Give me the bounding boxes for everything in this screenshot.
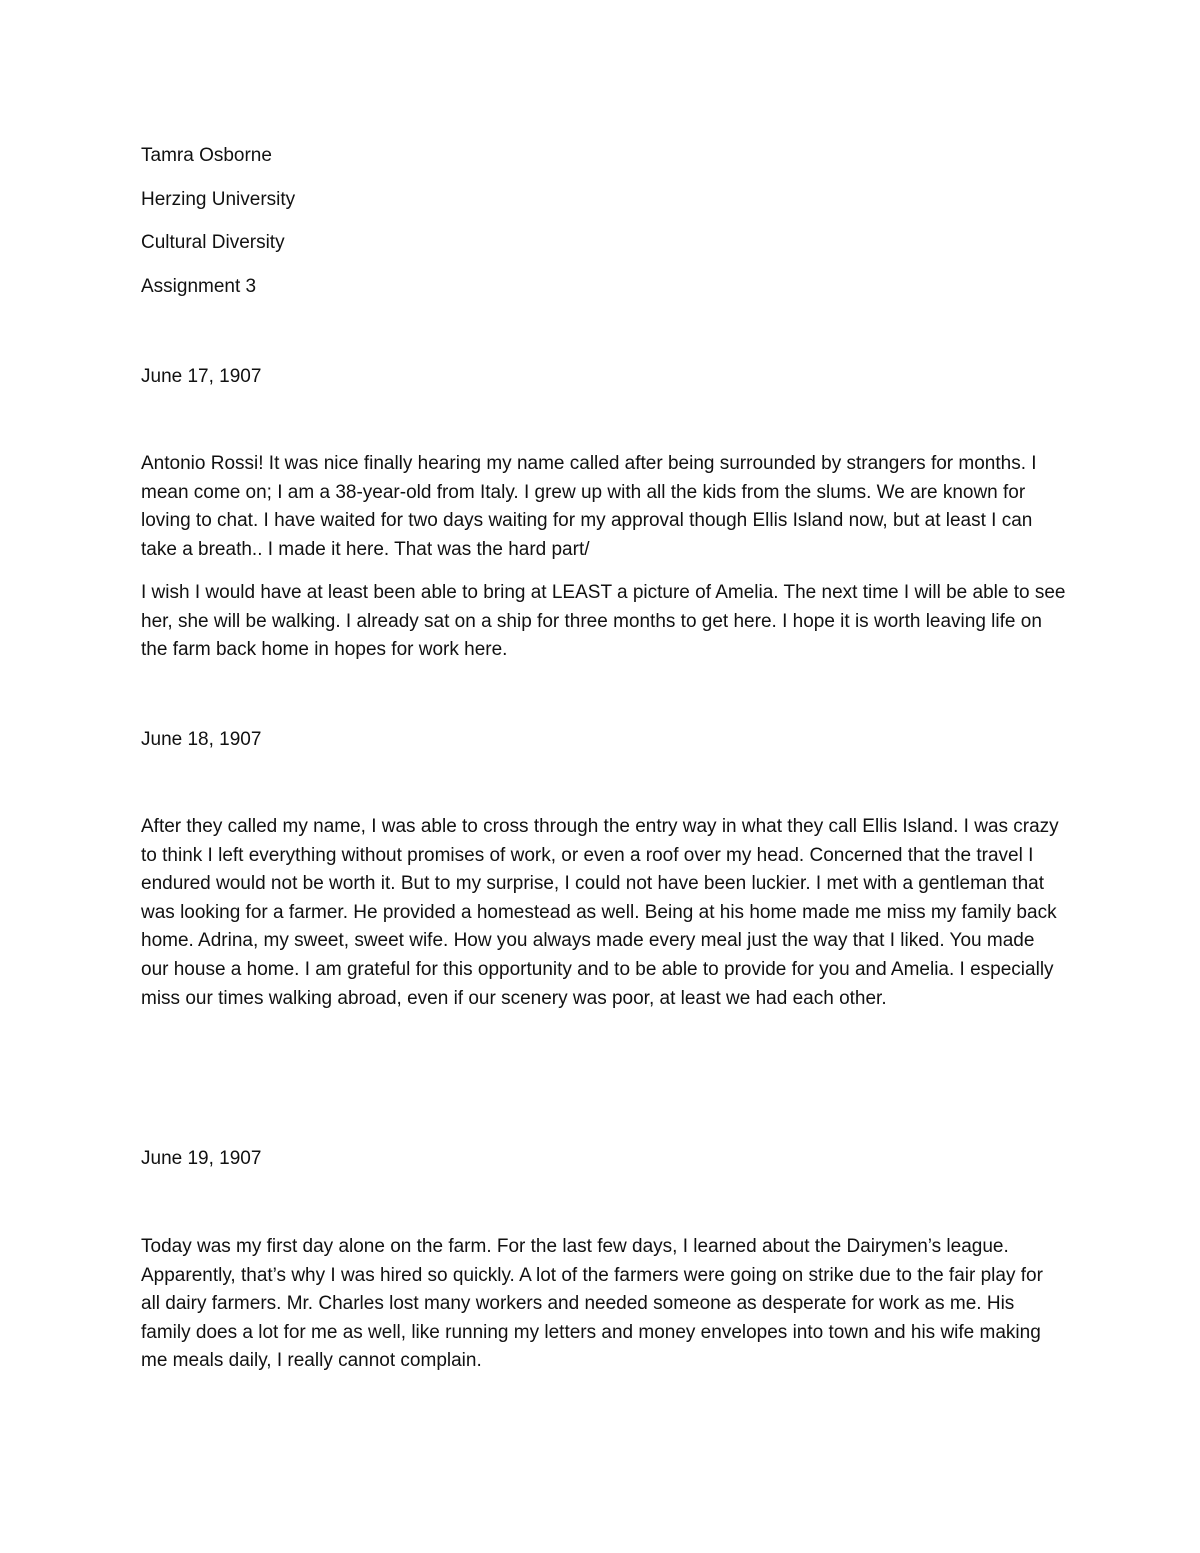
entry-date: June 19, 1907 xyxy=(141,1148,262,1169)
entry-date: June 18, 1907 xyxy=(141,729,262,750)
entry-paragraph: Antonio Rossi! It was nice finally hearing my name called after being surrounded by strangers for months. I mean come on; I am a 38-year-old from Italy. I grew up with all the kids from the slums. We are known for loving to chat. I have waited for two days waiting for my approval though Ellis Island now, but at least I can take a breath.. I made it here. That was the hard part/ xyxy=(141,453,1037,560)
author-name: Tamra Osborne xyxy=(141,145,272,166)
assignment-title: Assignment 3 xyxy=(141,276,257,297)
entry-paragraph: After they called my name, I was able to cross through the entry way in what they call Ellis Island. I was crazy to think I left everything without promises of work, or even a roof over my head. Concerned that the travel I endured would not be worth it. But to my surprise, I could not have been luckier. I met with a gentleman that was looking for a farmer. He provided a homestead as well. Being at his home made me miss my family back home. Adrina, my sweet, sweet wife. How you always made every meal just the way that I liked. You made our house a home. I am grateful for this opportunity and to be able to provide for you and Amelia. I especially miss our times walking abroad, even if our scenery was poor, at least we had each other. xyxy=(141,816,1059,1009)
school-name: Herzing University xyxy=(141,189,296,210)
entry-paragraph: I wish I would have at least been able to bring at LEAST a picture of Amelia. The next time I will be able to see her, she will be walking. I already sat on a ship for three months to get here. I hope it is worth leaving life on the farm back home in hopes for work here. xyxy=(141,582,1066,661)
entry-paragraph: Today was my first day alone on the farm. For the last few days, I learned about the Dairymen’s league. Apparently, that’s why I was hired so quickly. A lot of the farmers were going on strike due to the fair play for all dairy farmers. Mr. Charles lost many workers and needed someone as desperate for work as me. His family does a lot for me as well, like running my letters and money envelopes into town and his wife making me meals daily, I really cannot complain. xyxy=(141,1236,1043,1372)
course-name: Cultural Diversity xyxy=(141,232,285,253)
entry-date: June 17, 1907 xyxy=(141,366,262,387)
